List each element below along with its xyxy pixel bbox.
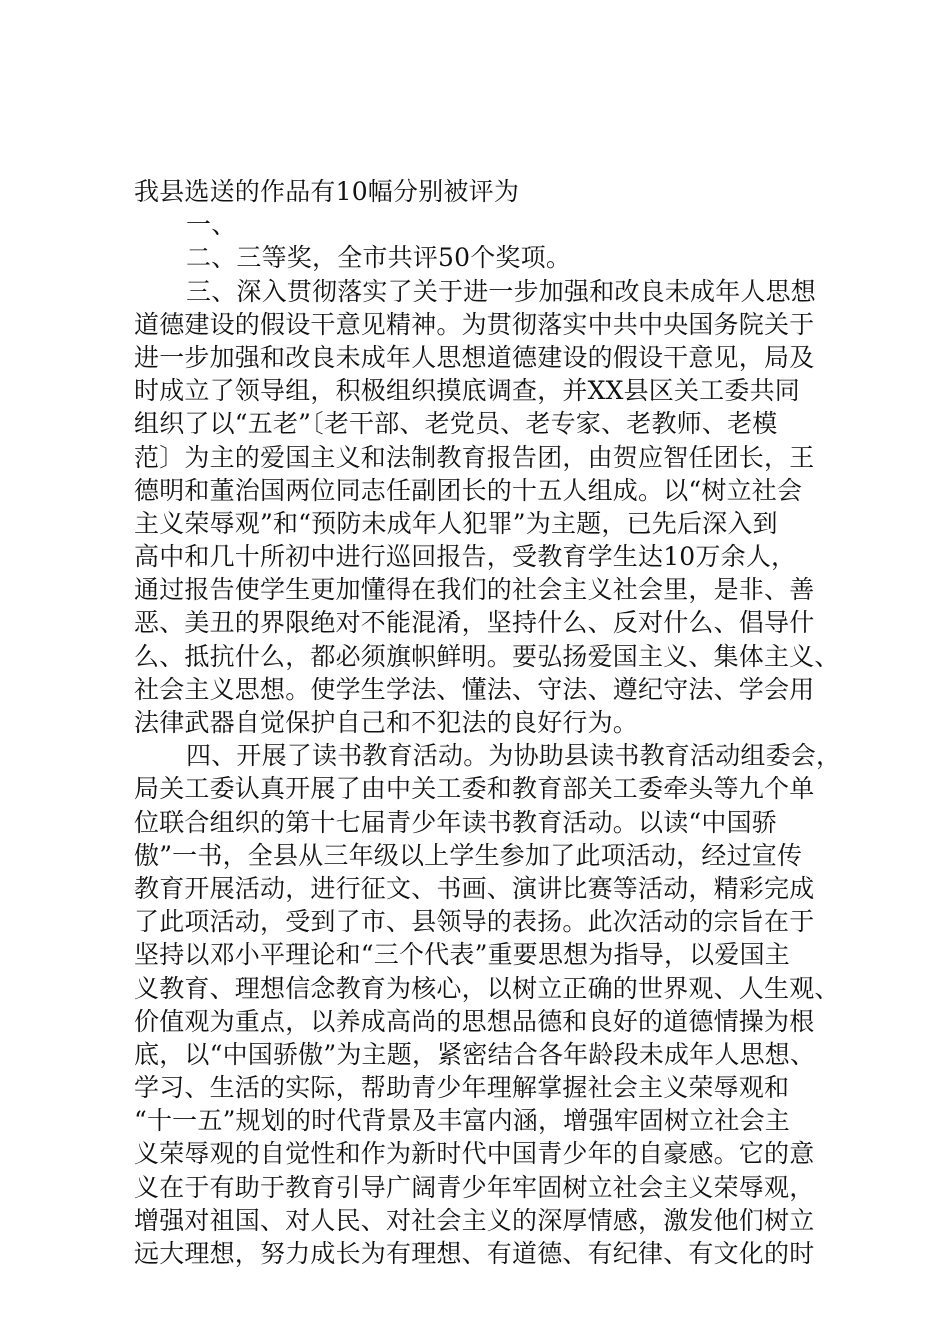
text-line: 社会主义思想。使学生学法、懂法、守法、遵纪守法、学会用 <box>134 674 815 704</box>
text-line: 教育开展活动，进行征文、书画、演讲比赛等活动，精彩完成 <box>134 873 815 903</box>
text-line: 义荣辱观的自觉性和作为新时代中国青少年的自豪感。它的意 <box>134 1139 815 1169</box>
text-line: 价值观为重点，以养成高尚的思想品德和良好的道德情操为根 <box>134 1006 815 1036</box>
text-line: 德明和董治国两位同志任副团长的十五人组成。以“树立社会 <box>134 475 803 505</box>
text-line: 义教育、理想信念教育为核心，以树立正确的世界观、人生观、 <box>134 973 840 1003</box>
text-line: 组织了以“五老”〔老干部、老党员、老专家、老教师、老模 <box>134 409 778 439</box>
text-line: 一、 <box>186 210 237 240</box>
document-body <box>134 175 842 1270</box>
text-line: 了此项活动，受到了市、县领导的表扬。此次活动的宗旨在于 <box>134 907 815 937</box>
text-line: 主义荣辱观”和“预防未成年人犯罪”为主题，已先后深入到 <box>134 508 778 538</box>
text-line: 通过报告使学生更加懂得在我们的社会主义社会里，是非、善 <box>134 575 815 605</box>
text-line: 范〕为主的爱国主义和法制教育报告团，由贺应智任团长，王 <box>134 442 815 472</box>
text-line: 高中和几十所初中进行巡回报告，受教育学生达10万余人， <box>134 542 797 572</box>
text-line: 远大理想，努力成长为有理想、有道德、有纪律、有文化的时 <box>134 1239 815 1268</box>
text-line: 坚持以邓小平理论和“三个代表”重要思想为指导，以爱国主 <box>134 940 790 970</box>
text-line: 时成立了领导组，积极组织摸底调查，并XX县区关工委共同 <box>134 376 800 406</box>
text-line: 进一步加强和改良未成年人思想道德建设的假设干意见，局及 <box>134 342 815 372</box>
text-line: 傲”一书，全县从三年级以上学生参加了此项活动，经过宣传 <box>134 840 803 870</box>
text-line: 位联合组织的第十七届青少年读书教育活动。以读“中国骄 <box>134 807 777 837</box>
text-line: 增强对祖国、对人民、对社会主义的深厚情感，激发他们树立 <box>134 1205 815 1235</box>
text-line: 恶、美丑的界限绝对不能混淆，坚持什么、反对什么、倡导什 <box>134 608 815 638</box>
text-line: 法律武器自觉保护自己和不犯法的良好行为。 <box>134 708 639 737</box>
text-line: 么、抵抗什么，都必须旗帜鲜明。要弘扬爱国主义、集体主义、 <box>134 641 840 671</box>
text-line: 四、开展了读书教育活动。为协助县读书教育活动组委会， <box>186 741 842 771</box>
text-line: 我县选送的作品有10幅分别被评为 <box>134 177 520 206</box>
text-line: 局关工委认真开展了由中关工委和教育部关工委牵头等九个单 <box>134 774 815 804</box>
text-line: 底，以“中国骄傲”为主题，紧密结合各年龄段未成年人思想、 <box>134 1039 816 1069</box>
text-line: “十一五”规划的时代背景及丰富内涵，增强牢固树立社会主 <box>134 1106 790 1136</box>
text-line: 学习、生活的实际，帮助青少年理解掌握社会主义荣辱观和 <box>134 1073 790 1103</box>
text-line: 二、三等奖，全市共评50个奖项。 <box>186 243 572 273</box>
text-line: 义在于有助于教育引导广阔青少年牢固树立社会主义荣辱观， <box>134 1172 815 1202</box>
text-line: 三、深入贯彻落实了关于进一步加强和改良未成年人思想 <box>186 276 817 306</box>
text-line: 道德建设的假设干意见精神。为贯彻落实中共中央国务院关于 <box>134 309 815 339</box>
